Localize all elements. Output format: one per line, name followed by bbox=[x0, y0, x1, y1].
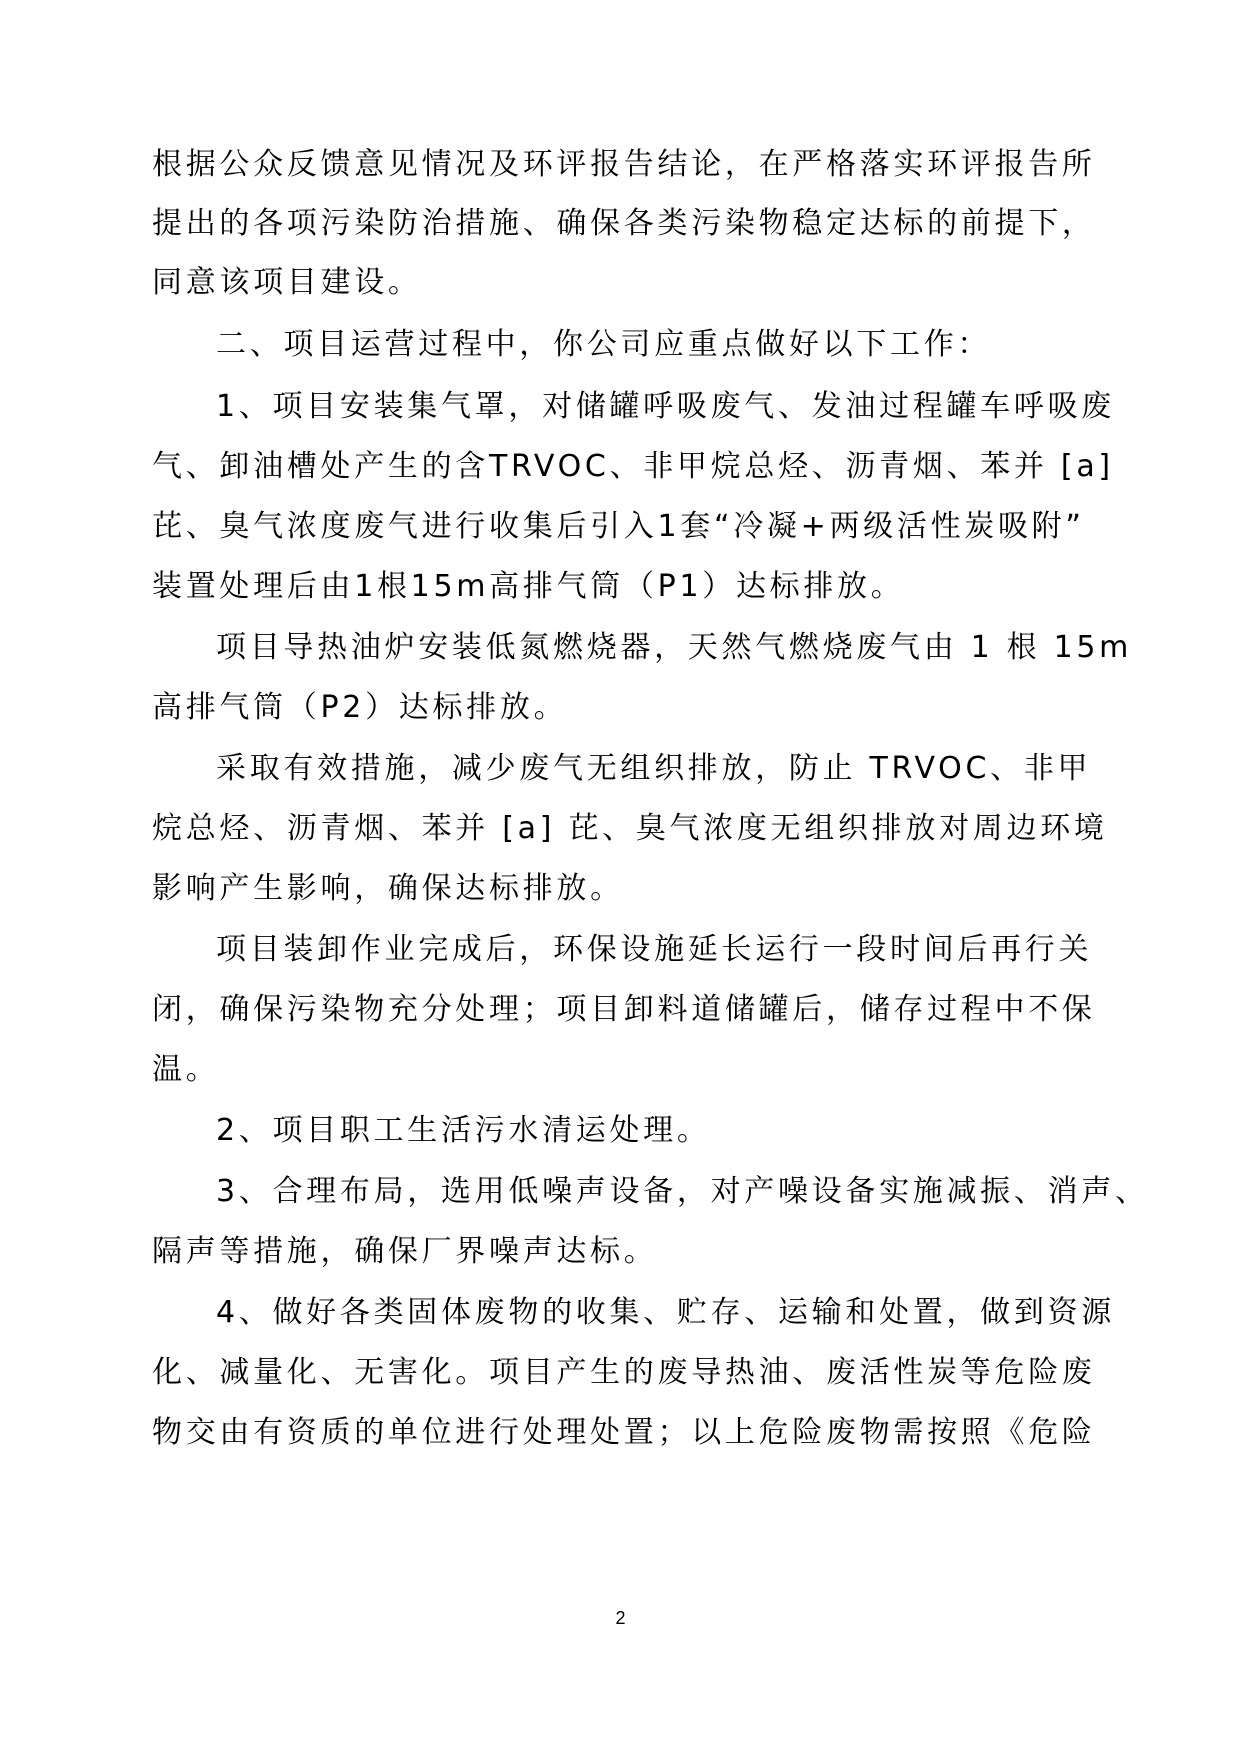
text-line: 项目装卸作业完成后，环保设施延长运行一段时间后再行关 bbox=[216, 932, 1093, 967]
text-line: 烷总烃、沥青烟、苯并 [a] 芘、臭气浓度无组织排放对周边环境 bbox=[152, 811, 1108, 846]
text-line: 提出的各项污染防治措施、确保各类污染物稳定达标的前提下， bbox=[152, 206, 1096, 241]
text-line: 影响产生影响，确保达标排放。 bbox=[152, 871, 624, 906]
text-line: 装置处理后由1根15m高排气筒（P1）达标排放。 bbox=[152, 569, 905, 604]
section-heading: 二、项目运营过程中，你公司应重点做好以下工作： bbox=[216, 327, 992, 362]
text-line: 项目导热油炉安装低氮燃烧器，天然气燃烧废气由 1 根 15m bbox=[216, 630, 1133, 665]
text-line: 隔声等措施，确保厂界噪声达标。 bbox=[152, 1234, 658, 1269]
text-line: 化、减量化、无害化。项目产生的废导热油、废活性炭等危险废 bbox=[152, 1355, 1096, 1390]
text-line: 气、卸油槽处产生的含TRVOC、非甲烷总烃、沥青烟、苯并 [a] bbox=[152, 449, 1114, 484]
text-line: 闭，确保污染物充分处理；项目卸料道储罐后，储存过程中不保 bbox=[152, 992, 1096, 1027]
text-line: 1、项目安装集气罩，对储罐呼吸废气、发油过程罐车呼吸废 bbox=[216, 389, 1115, 424]
text-line: 2、项目职工生活污水清运处理。 bbox=[216, 1113, 711, 1148]
text-line: 物交由有资质的单位进行处理处置；以上危险废物需按照《危险 bbox=[152, 1415, 1096, 1450]
text-line: 温。 bbox=[152, 1052, 220, 1087]
text-line: 高排气筒（P2）达标排放。 bbox=[152, 690, 568, 725]
page-number: 2 bbox=[615, 1608, 626, 1628]
text-line: 采取有效措施，减少废气无组织排放，防止 TRVOC、非甲 bbox=[216, 751, 1092, 786]
text-line: 根据公众反馈意见情况及环评报告结论，在严格落实环评报告所 bbox=[152, 147, 1096, 182]
text-line: 芘、臭气浓度废气进行收集后引入1套“冷凝+两级活性炭吸附” bbox=[152, 509, 1085, 544]
text-line: 4、做好各类固体废物的收集、贮存、运输和处置，做到资源 bbox=[216, 1295, 1115, 1330]
text-line: 3、合理布局，选用低噪声设备，对产噪设备实施减振、消声、 bbox=[216, 1174, 1149, 1209]
text-line: 同意该项目建设。 bbox=[152, 265, 422, 300]
